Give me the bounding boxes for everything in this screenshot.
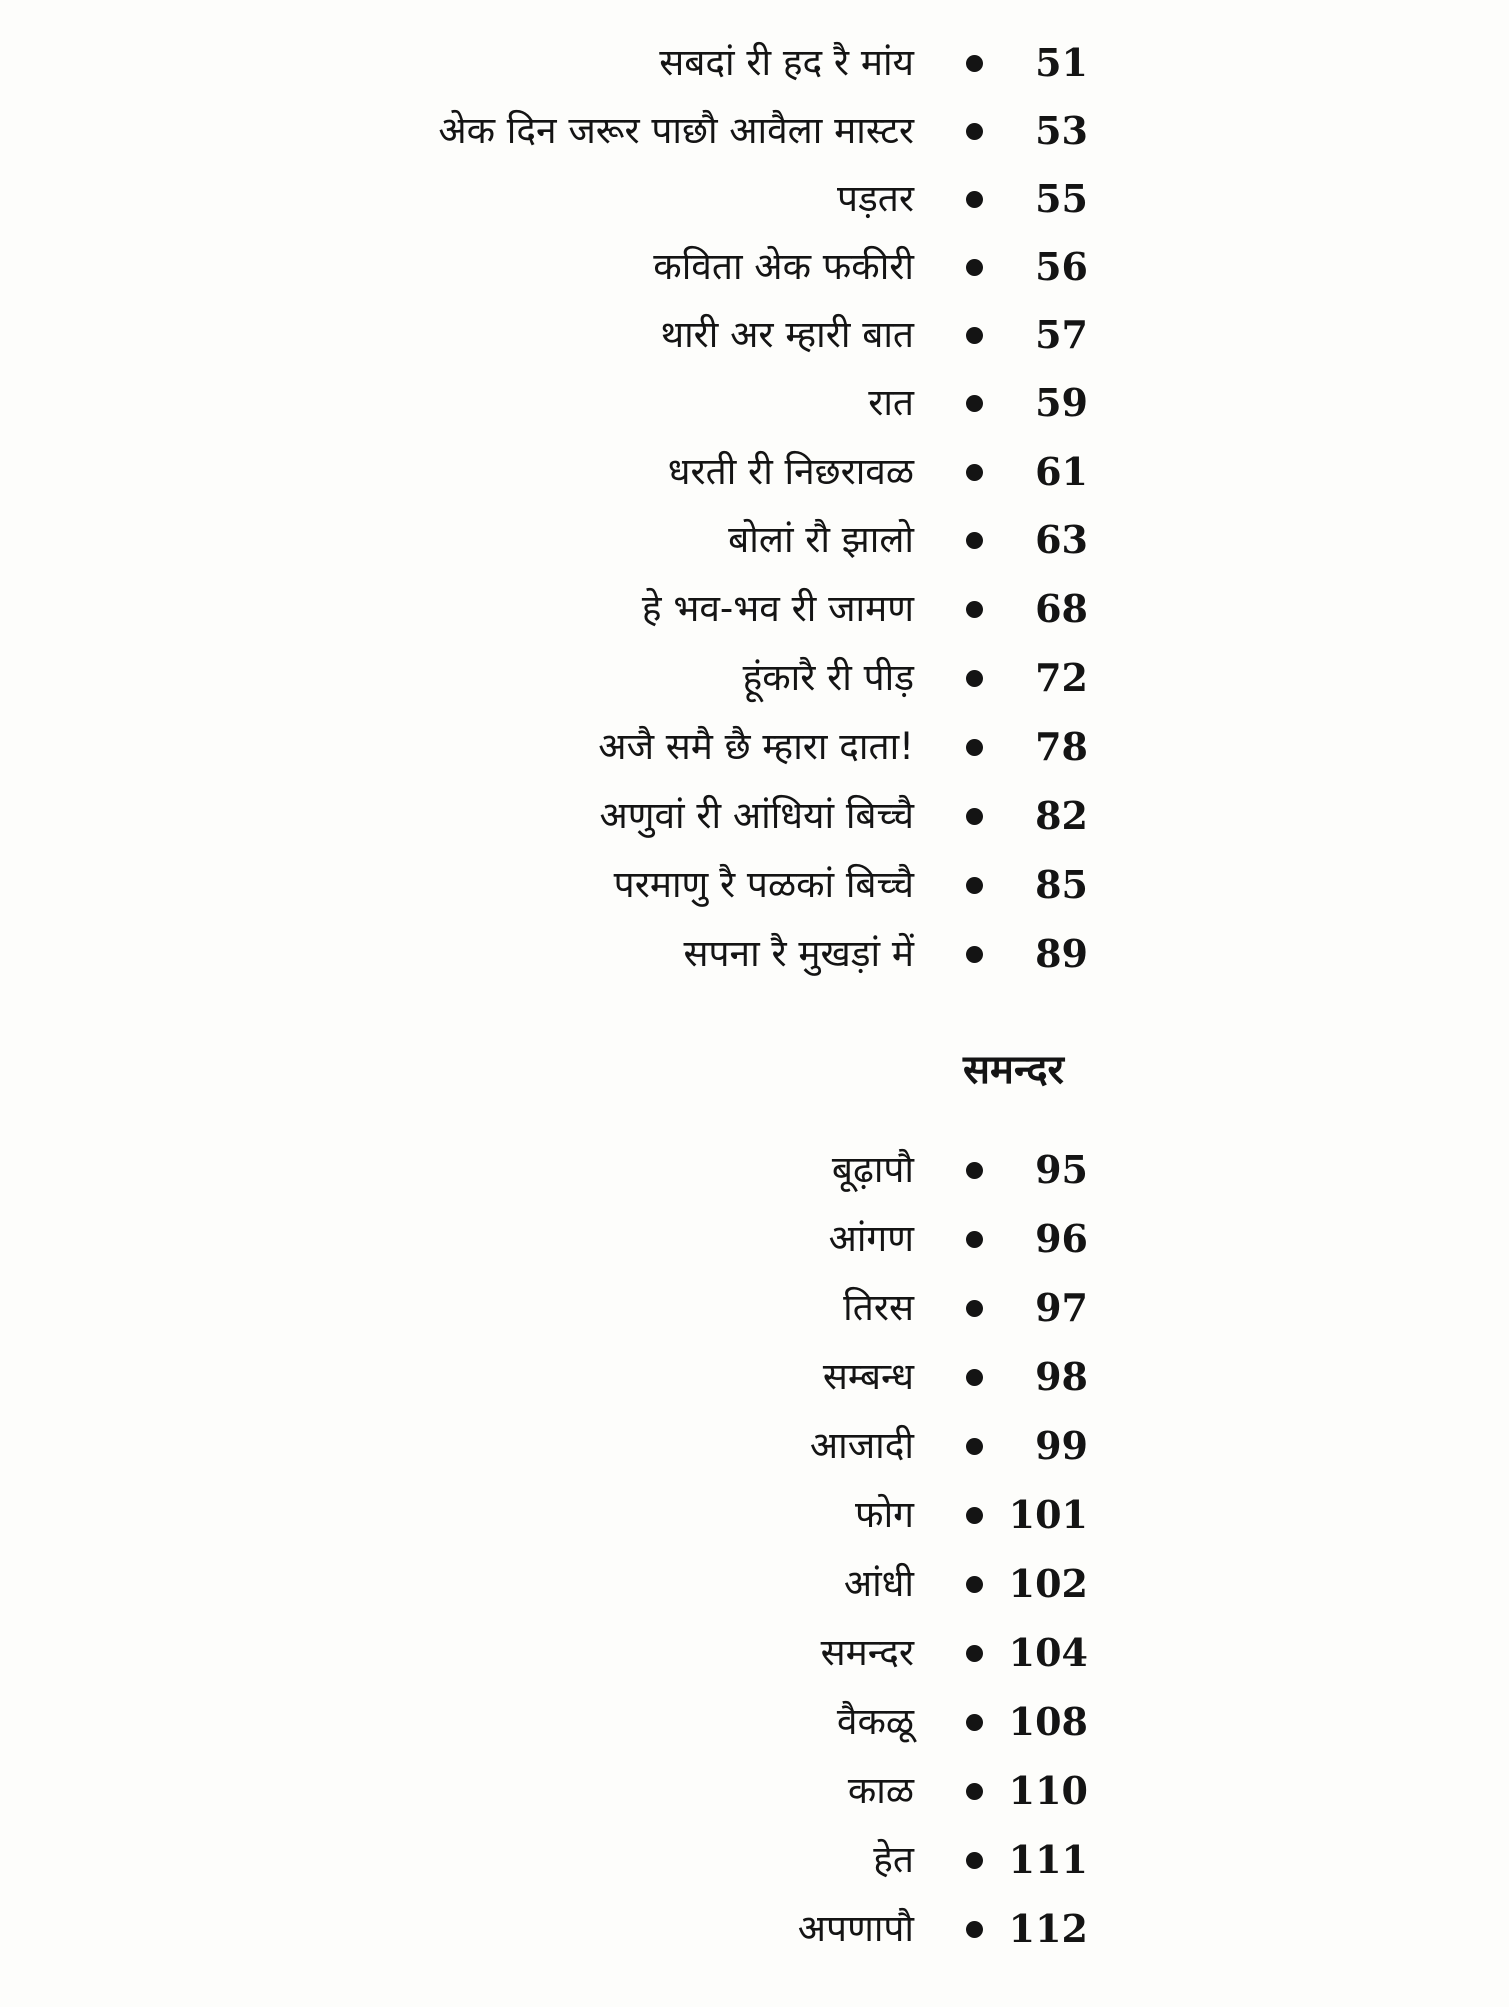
entry-page-number: 89	[1035, 931, 1088, 976]
entry-page-number: 72	[1035, 655, 1088, 700]
entry-title: धरती री निछरावळ	[667, 450, 914, 493]
entry-page-number: 102	[1008, 1561, 1088, 1606]
entry-title: सपना रै मुखड़ां में	[683, 932, 914, 975]
entry-page-number: 78	[1035, 724, 1088, 769]
toc-entry	[0, 33, 1509, 93]
entry-title: आंधी	[843, 1562, 914, 1605]
entry-title: सम्बन्ध	[822, 1355, 914, 1398]
entry-title: हूंकारै री पीड़	[742, 656, 914, 699]
entry-page-number: 111	[1008, 1837, 1088, 1882]
toc-entry	[0, 648, 1509, 708]
entry-title: बूढ़ापौ	[831, 1148, 914, 1191]
section-heading: समन्दर	[963, 1047, 1064, 1093]
entry-title: सबदां री हद रै मांय	[659, 41, 914, 84]
entry-title: परमाणु रै पळकां बिच्चै	[613, 863, 914, 906]
entry-page-number: 61	[1035, 449, 1088, 494]
entry-page-number: 112	[1008, 1906, 1088, 1951]
bullet-icon	[966, 1783, 983, 1800]
toc-entry	[0, 1830, 1509, 1890]
bullet-icon	[966, 1714, 983, 1731]
bullet-icon	[966, 1645, 983, 1662]
toc-entry	[0, 1140, 1509, 1200]
entry-title: अजै समै छै म्हारा दाता!	[598, 725, 914, 768]
bullet-icon	[966, 395, 983, 412]
entry-title: वैकळू	[836, 1700, 914, 1743]
bullet-icon	[966, 1231, 983, 1248]
entry-title: अपणापौ	[797, 1907, 914, 1950]
entry-title: अेक दिन जरूर पाछौ आवैला मास्टर	[438, 109, 914, 152]
toc-entry	[0, 1347, 1509, 1407]
toc-entry	[0, 101, 1509, 161]
bullet-icon	[966, 259, 983, 276]
entry-page-number: 68	[1035, 586, 1088, 631]
entry-page-number: 82	[1035, 793, 1088, 838]
toc-entry	[0, 237, 1509, 297]
entry-title: अणुवां री आंधियां बिच्चै	[599, 794, 914, 837]
bullet-icon	[966, 670, 983, 687]
bullet-icon	[966, 808, 983, 825]
bullet-icon	[966, 1507, 983, 1524]
toc-entry	[0, 1692, 1509, 1752]
toc-entry	[0, 169, 1509, 229]
entry-title: रात	[868, 381, 914, 424]
toc-entry	[0, 786, 1509, 846]
entry-page-number: 53	[1035, 108, 1088, 153]
entry-title: थारी अर म्हारी बात	[660, 313, 914, 356]
entry-title: तिरस	[843, 1286, 914, 1329]
bullet-icon	[966, 946, 983, 963]
bullet-icon	[966, 1852, 983, 1869]
entry-page-number: 104	[1008, 1630, 1088, 1675]
bullet-icon	[966, 464, 983, 481]
entry-page-number: 96	[1035, 1216, 1088, 1261]
entry-title: फोग	[855, 1493, 914, 1536]
entry-page-number: 97	[1035, 1285, 1088, 1330]
bullet-icon	[966, 1576, 983, 1593]
toc-entry	[0, 1899, 1509, 1959]
bullet-icon	[966, 739, 983, 756]
bullet-icon	[966, 1921, 983, 1938]
bullet-icon	[966, 1162, 983, 1179]
entry-title: काळ	[847, 1769, 914, 1812]
entry-page-number: 95	[1035, 1147, 1088, 1192]
toc-entry	[0, 510, 1509, 570]
entry-page-number: 57	[1035, 312, 1088, 357]
entry-title: आजादी	[809, 1424, 914, 1467]
entry-title: कविता अेक फकीरी	[653, 245, 914, 288]
toc-entry	[0, 717, 1509, 777]
bullet-icon	[966, 1369, 983, 1386]
toc-entry	[0, 373, 1509, 433]
entry-page-number: 51	[1035, 40, 1088, 85]
entry-page-number: 56	[1035, 244, 1088, 289]
toc-entry	[0, 1278, 1509, 1338]
entry-page-number: 101	[1008, 1492, 1088, 1537]
toc-entry	[0, 305, 1509, 365]
toc-entry	[0, 924, 1509, 984]
bullet-icon	[966, 55, 983, 72]
entry-page-number: 63	[1035, 517, 1088, 562]
toc-entry	[0, 1761, 1509, 1821]
bullet-icon	[966, 877, 983, 894]
entry-page-number: 98	[1035, 1354, 1088, 1399]
entry-title: आंगण	[828, 1217, 914, 1260]
bullet-icon	[966, 532, 983, 549]
entry-page-number: 55	[1035, 176, 1088, 221]
entry-page-number: 99	[1035, 1423, 1088, 1468]
toc-entry	[0, 1554, 1509, 1614]
toc-entry	[0, 1623, 1509, 1683]
entry-page-number: 59	[1035, 380, 1088, 425]
entry-page-number: 108	[1008, 1699, 1088, 1744]
entry-title: हेत	[873, 1838, 914, 1881]
bullet-icon	[966, 123, 983, 140]
toc-entry	[0, 1485, 1509, 1545]
toc-entry	[0, 1416, 1509, 1476]
entry-title: बोलां रौ झालो	[728, 518, 914, 561]
toc-entry	[0, 1209, 1509, 1269]
bullet-icon	[966, 601, 983, 618]
entry-title: पड़तर	[836, 177, 914, 220]
entry-page-number: 110	[1008, 1768, 1088, 1813]
bullet-icon	[966, 327, 983, 344]
toc-entry	[0, 579, 1509, 639]
bullet-icon	[966, 1438, 983, 1455]
toc-entry	[0, 442, 1509, 502]
bullet-icon	[966, 1300, 983, 1317]
bullet-icon	[966, 191, 983, 208]
entry-page-number: 85	[1035, 862, 1088, 907]
toc-entry	[0, 855, 1509, 915]
entry-title: समन्दर	[820, 1631, 914, 1674]
entry-title: हे भव-भव री जामण	[641, 587, 914, 630]
